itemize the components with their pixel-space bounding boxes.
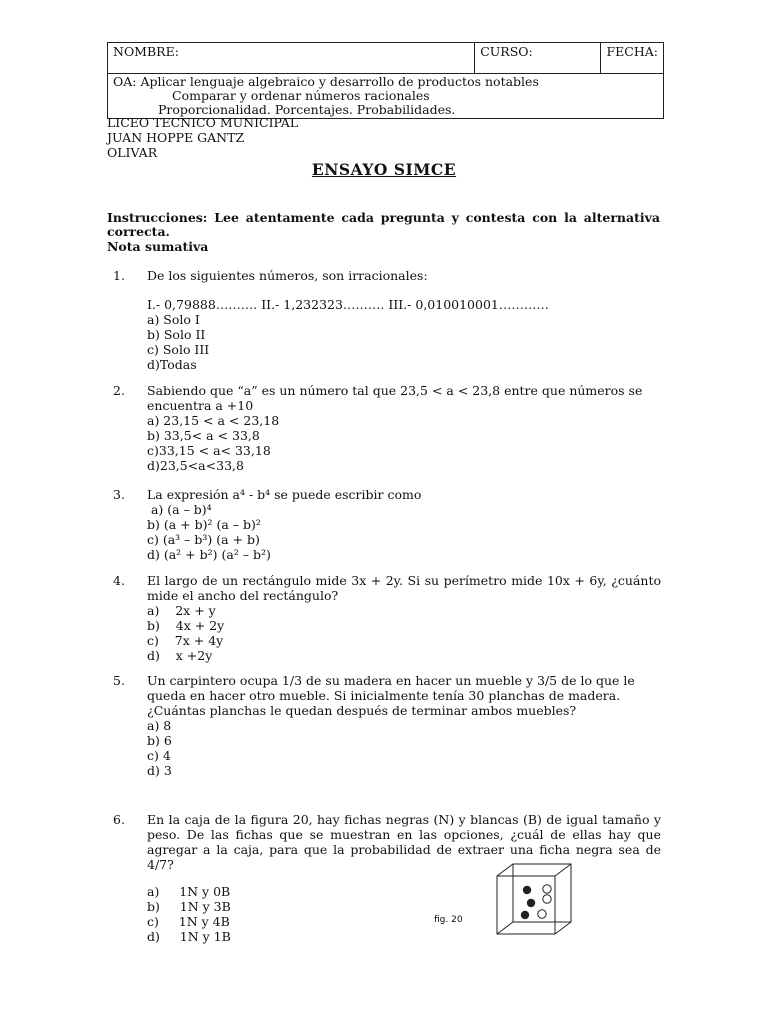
oa-cell xyxy=(108,74,664,119)
option-c: c) 1N y 4B xyxy=(147,914,230,929)
option-b: b) 1N y 3B xyxy=(147,899,231,914)
question-4 xyxy=(113,573,661,663)
nota-label: Nota sumativa xyxy=(107,239,209,254)
question-number: 6. xyxy=(113,812,125,827)
oa-line-1: OA: Aplicar lenguaje algebraico y desarrollo de productos notables xyxy=(113,74,539,89)
option-a: a) Solo I xyxy=(147,312,200,327)
option-b: b) 4x + 2y xyxy=(147,618,225,633)
school-line-3: OLIVAR xyxy=(107,145,158,160)
option-a: a) 8 xyxy=(147,718,172,733)
school-line-2: JUAN HOPPE GANTZ xyxy=(107,130,245,145)
option-d: d)Todas xyxy=(147,357,197,372)
option-a: a) 2x + y xyxy=(147,603,216,618)
instructions: Instrucciones: Lee atentamente cada pregunta y contesta con la alternativa correcta. xyxy=(107,210,660,239)
question-number: 5. xyxy=(113,673,125,688)
option-d: d)23,5<a<33,8 xyxy=(147,458,244,473)
question-number: 4. xyxy=(113,573,125,588)
question-text: El largo de un rectángulo mide 3x + 2y. Si su perímetro mide 10x + 6y, ¿cuánto mide el ancho del rectángulo? xyxy=(147,573,661,603)
figure-box xyxy=(495,862,575,940)
question-1 xyxy=(113,268,661,372)
option-a: a) 1N y 0B xyxy=(147,884,231,899)
option-c: c) 4 xyxy=(147,748,171,763)
question-text: Sabiendo que “a” es un número tal que 23,5 < a < 23,8 entre que números se encuentra a +10 xyxy=(147,383,643,413)
question-text: Un carpintero ocupa 1/3 de su madera en hacer un mueble y 3/5 de lo que le queda en hacer otro mueble. Si inicialmente tenía 30 planchas de madera. ¿Cuántas planchas le quedan después de terminar ambos muebles? xyxy=(147,673,635,718)
question-items: I.- 0,79888………. II.- 1,232323………. III.- 0,010010001………… xyxy=(147,297,549,312)
question-number: 3. xyxy=(113,487,125,502)
oa-line-3: Proporcionalidad. Porcentajes. Probabilidades. xyxy=(158,102,456,117)
option-d: d) 1N y 1B xyxy=(147,929,231,944)
page-title: ENSAYO SIMCE xyxy=(311,160,457,179)
option-d: d) 3 xyxy=(147,763,172,778)
option-d: d) (a² + b²) (a² – b²) xyxy=(147,547,271,562)
question-2 xyxy=(113,383,661,473)
header-table xyxy=(107,42,664,119)
option-d: d) x +2y xyxy=(147,648,213,663)
option-b: b) Solo II xyxy=(147,327,206,342)
school-line-1: LICEO TECNICO MUNICIPAL xyxy=(107,115,299,130)
option-c: c)33,15 < a< 33,18 xyxy=(147,443,271,458)
school-block xyxy=(107,115,298,160)
question-text: La expresión a⁴ - b⁴ se puede escribir como xyxy=(147,487,422,502)
question-6 xyxy=(113,812,661,944)
black-chips xyxy=(521,886,535,919)
box-figure-icon xyxy=(495,862,575,936)
question-number: 1. xyxy=(113,268,125,283)
question-3 xyxy=(113,487,661,562)
oa-line-2: Comparar y ordenar números racionales xyxy=(172,88,430,103)
question-number: 2. xyxy=(113,383,125,398)
fecha-cell: FECHA: xyxy=(601,43,664,74)
question-5 xyxy=(113,673,661,778)
white-chips xyxy=(538,885,551,918)
option-a: a) 23,15 < a < 23,18 xyxy=(147,413,280,428)
option-c: c) Solo III xyxy=(147,342,210,357)
option-c: c) (a³ – b³) (a + b) xyxy=(147,532,260,547)
option-b: b) 6 xyxy=(147,733,172,748)
option-b: b) 33,5< a < 33,8 xyxy=(147,428,260,443)
question-text: En la caja de la figura 20, hay fichas negras (N) y blancas (B) de igual tamaño y peso. De las fichas que se muestran en las opciones, ¿cuál de ellas hay que agregar a la caja, para que la probabilidad de extraer una ficha negra sea de 4/7? xyxy=(147,812,661,872)
figure-label: fig. 20 xyxy=(434,915,463,925)
curso-cell: CURSO: xyxy=(475,43,601,74)
option-a: a) (a – b)⁴ xyxy=(147,502,212,517)
option-c: c) 7x + 4y xyxy=(147,633,224,648)
question-text: De los siguientes números, son irracionales: xyxy=(147,268,428,283)
nombre-cell: NOMBRE: xyxy=(108,43,475,74)
option-b: b) (a + b)² (a – b)² xyxy=(147,517,261,532)
